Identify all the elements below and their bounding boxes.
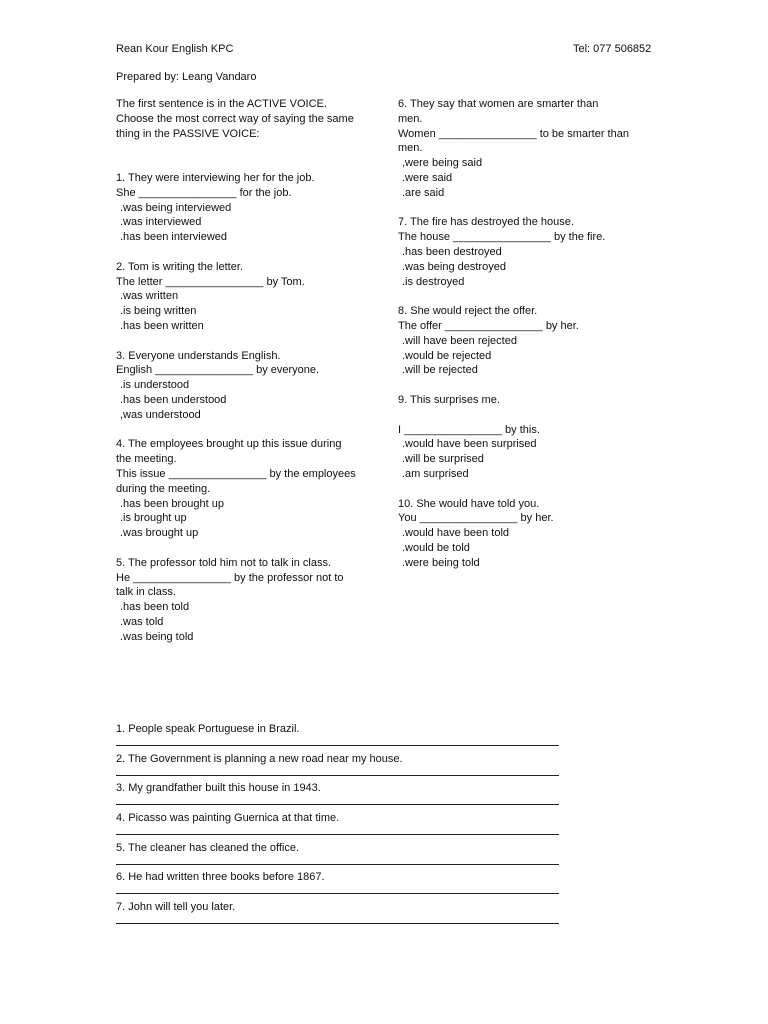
question-text: during the meeting. <box>116 482 211 495</box>
rewrite-item <box>116 900 561 930</box>
question-text: 2. Tom is writing the letter. <box>116 260 243 273</box>
question-block <box>116 171 381 245</box>
answer-option: .was brought up <box>120 527 199 540</box>
answer-option: .was being told <box>120 630 194 643</box>
question-text: talk in class. <box>116 586 176 599</box>
rewrite-item <box>116 781 561 811</box>
question-block <box>116 556 381 645</box>
rewrite-sentence: 7. John will tell you later. <box>116 901 236 914</box>
rewrite-sentence: 2. The Government is planning a new road near my house. <box>116 752 403 765</box>
rewrite-item <box>116 811 561 841</box>
question-text: She ________________ for the job. <box>116 186 292 199</box>
rewrite-item <box>116 870 561 900</box>
question-block <box>398 215 660 289</box>
rewrite-item <box>116 722 561 752</box>
question-block <box>116 349 381 423</box>
instructions <box>116 97 381 141</box>
question-text: 4. The employees brought up this issue during <box>116 438 342 451</box>
instruction-line: The first sentence is in the ACTIVE VOICE. <box>116 98 327 110</box>
right-column <box>398 97 660 571</box>
answer-option: .would be told <box>402 541 470 554</box>
right-questions <box>398 97 660 571</box>
question-text: 10. She would have told you. <box>398 497 540 510</box>
answer-option: .was written <box>120 290 179 303</box>
answer-option: .are said <box>402 186 445 199</box>
prepared-by: Prepared by: Leang Vandaro <box>116 71 257 83</box>
answer-option: .was being interviewed <box>120 201 232 214</box>
question-block <box>398 497 660 571</box>
answer-line[interactable] <box>116 864 559 865</box>
left-questions <box>116 171 381 645</box>
question-block <box>116 437 381 541</box>
question-text: Women ________________ to be smarter than <box>398 127 629 140</box>
rewrite-exercise <box>116 722 561 930</box>
question-text: the meeting. <box>116 453 177 466</box>
answer-line[interactable] <box>116 804 559 805</box>
answer-option: .will be rejected <box>402 364 478 377</box>
question-text: You ________________ by her. <box>398 512 554 525</box>
rewrite-sentence: 1. People speak Portuguese in Brazil. <box>116 723 300 735</box>
answer-option: ,were being said <box>402 157 483 170</box>
rewrite-sentence: 6. He had written three books before 1867. <box>116 871 325 884</box>
question-block <box>398 97 660 201</box>
answer-option: .would have been surprised <box>402 438 537 451</box>
answer-option: .were said <box>402 171 453 184</box>
question-text: The house ________________ by the fire. <box>398 231 606 244</box>
phone-number: Tel: 077 506852 <box>573 43 652 55</box>
answer-option: .is brought up <box>120 512 187 525</box>
answer-option: .am surprised <box>402 467 469 480</box>
answer-option: .has been understood <box>120 393 227 406</box>
question-block <box>398 304 660 378</box>
question-text: This issue ________________ by the employees <box>116 467 356 480</box>
question-text: 8. She would reject the offer. <box>398 305 538 318</box>
question-block <box>398 393 660 482</box>
school-name: Rean Kour English KPC <box>116 43 234 55</box>
rewrite-sentence: 3. My grandfather built this house in 1943. <box>116 782 321 795</box>
answer-option: .has been written <box>120 319 204 332</box>
question-text: The offer ________________ by her. <box>398 319 579 332</box>
question-text: He ________________ by the professor not to <box>116 571 344 584</box>
question-block <box>116 260 381 334</box>
answer-option: .will have been rejected <box>402 334 517 347</box>
answer-option: .was interviewed <box>120 216 202 229</box>
answer-option: .has been interviewed <box>120 231 228 244</box>
question-text: English ________________ by everyone. <box>116 364 320 377</box>
rewrite-item <box>116 841 561 871</box>
question-text: men. <box>398 112 423 125</box>
answer-line[interactable] <box>116 834 559 835</box>
answer-line[interactable] <box>116 923 559 924</box>
answer-option: .is destroyed <box>402 275 465 288</box>
answer-option: ,was understood <box>120 408 201 421</box>
rewrite-item <box>116 752 561 782</box>
answer-option: .was told <box>120 615 164 628</box>
rewrite-sentence: 4. Picasso was painting Guernica at that time. <box>116 812 340 825</box>
answer-option: .is understood <box>120 379 190 392</box>
answer-line[interactable] <box>116 893 559 894</box>
answer-option: .has been brought up <box>120 497 224 510</box>
answer-option: .has been told <box>120 601 190 614</box>
instruction-line: thing in the PASSIVE VOICE: <box>116 127 260 140</box>
left-column <box>116 97 381 644</box>
question-text: 7. The fire has destroyed the house. <box>398 216 574 229</box>
answer-option: .has been destroyed <box>402 245 502 258</box>
question-text: 9. This surprises me. <box>398 393 500 406</box>
question-text: 6. They say that women are smarter than <box>398 98 599 110</box>
rewrite-sentence: 5. The cleaner has cleaned the office. <box>116 841 300 854</box>
answer-option: .would be rejected <box>402 349 492 362</box>
question-text: 3. Everyone understands English. <box>116 349 281 362</box>
answer-option: .will be surprised <box>402 453 484 466</box>
question-text: The letter ________________ by Tom. <box>116 275 305 288</box>
question-text <box>398 408 660 423</box>
answer-line[interactable] <box>116 775 559 776</box>
question-text: 5. The professor told him not to talk in class. <box>116 556 332 569</box>
answer-option: .was being destroyed <box>402 260 506 273</box>
answer-option: .were being told <box>402 556 480 569</box>
question-text: I ________________ by this. <box>398 423 540 436</box>
question-text: 1. They were interviewing her for the job. <box>116 171 315 184</box>
question-text: men. <box>398 142 423 155</box>
instruction-line: Choose the most correct way of saying the same <box>116 112 354 125</box>
answer-line[interactable] <box>116 745 559 746</box>
answer-option: .is being written <box>120 305 197 318</box>
answer-option: .would have been told <box>402 527 510 540</box>
